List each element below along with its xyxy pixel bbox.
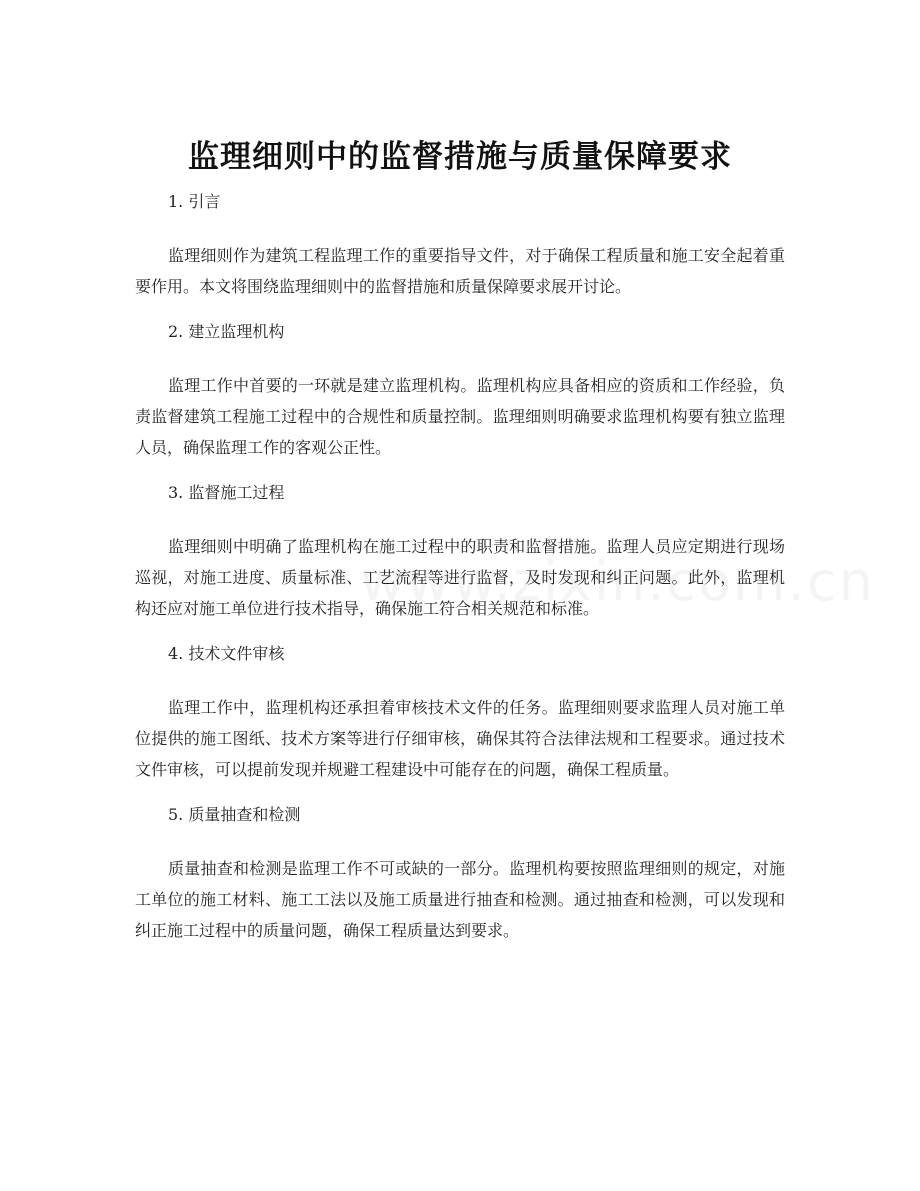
section-paragraph: 监理细则作为建筑工程监理工作的重要指导文件，对于确保工程质量和施工安全起着重要作用。本文将围绕监理细则中的监督措施和质量保障要求展开讨论。 [135, 246, 785, 296]
section-heading: 2. 建立监理机构 [168, 322, 285, 341]
section-heading: 4. 技术文件审核 [168, 644, 285, 663]
section-supervise-construction [135, 477, 785, 624]
section-paragraph: 质量抽查和检测是监理工作不可或缺的一部分。监理机构要按照监理细则的规定，对施工单位的施工材料、施工工法以及施工质量进行抽查和检测。通过抽查和检测，可以发现和纠正施工过程中的质量问题，确保工程质量达到要求。 [135, 859, 785, 940]
section-introduction [135, 186, 785, 302]
section-quality-inspection [135, 799, 785, 946]
page-title: 监理细则中的监督措施与质量保障要求 [188, 138, 732, 175]
section-heading: 3. 监督施工过程 [168, 483, 285, 502]
section-paragraph: 监理工作中首要的一环就是建立监理机构。监理机构应具备相应的资质和工作经验，负责监督建筑工程施工过程中的合规性和质量控制。监理细则明确要求监理机构要有独立监理人员，确保监理工作的客观公正性。 [135, 376, 785, 457]
section-heading: 5. 质量抽查和检测 [168, 805, 301, 824]
section-document-review [135, 638, 785, 785]
document-body [135, 186, 785, 946]
section-establish-agency [135, 316, 785, 463]
section-paragraph: 监理工作中，监理机构还承担着审核技术文件的任务。监理细则要求监理人员对施工单位提供的施工图纸、技术方案等进行仔细审核，确保其符合法律法规和工程要求。通过技术文件审核，可以提前发现并规避工程建设中可能存在的问题，确保工程质量。 [135, 698, 785, 779]
section-heading: 1. 引言 [168, 192, 221, 211]
section-paragraph: 监理细则中明确了监理机构在施工过程中的职责和监督措施。监理人员应定期进行现场巡视，对施工进度、质量标准、工艺流程等进行监督，及时发现和纠正问题。此外，监理机构还应对施工单位进行技术指导，确保施工符合相关规范和标准。 [135, 537, 785, 618]
